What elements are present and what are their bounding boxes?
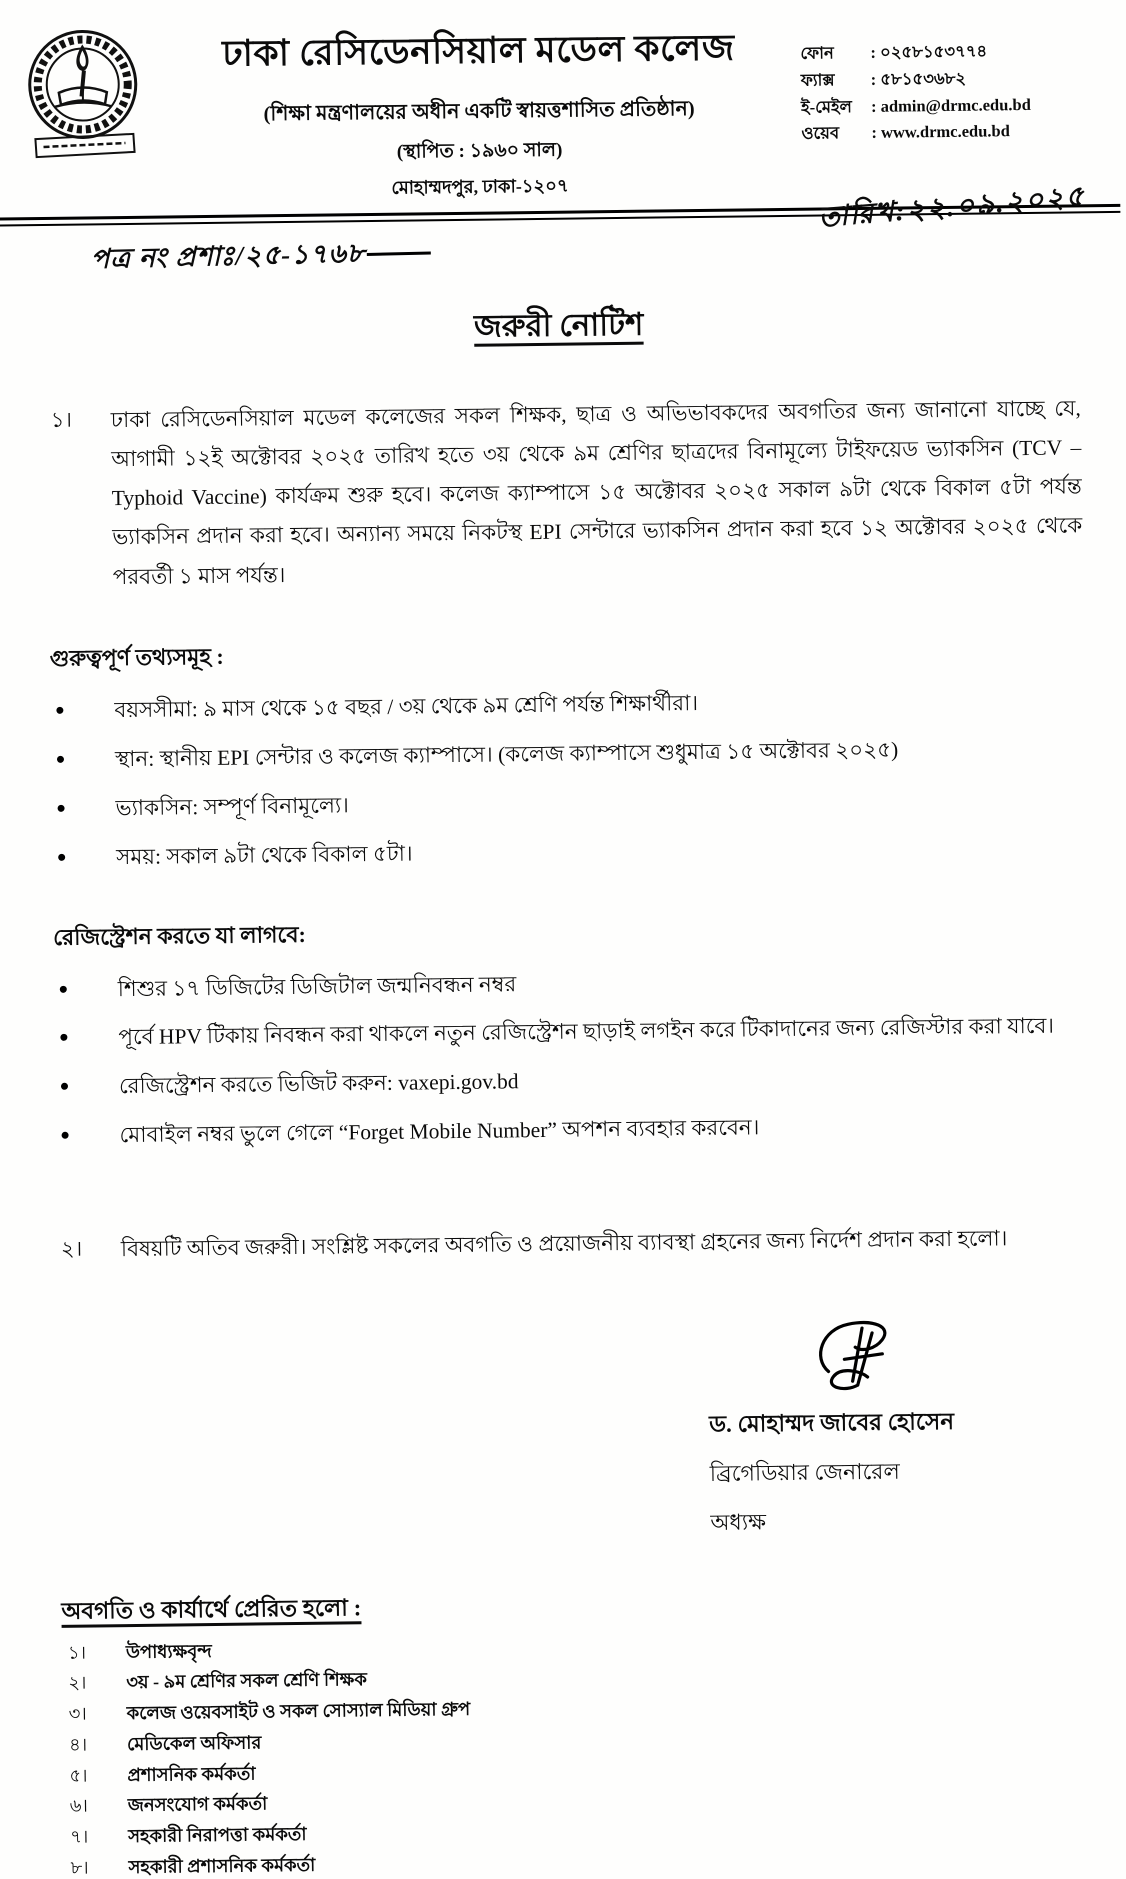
list-item-text: সময়: সকাল ৯টা থেকে বিকাল ৫টা। — [116, 841, 413, 869]
college-name: ঢাকা রেসিডেনসিয়াল মডেল কলেজ — [221, 27, 735, 74]
list-item — [60, 959, 1086, 1009]
row-number: ৫। — [69, 1765, 88, 1786]
row-text: সহকারী নিরাপত্তা কর্মকর্তা — [128, 1824, 307, 1847]
list-item — [57, 778, 1083, 828]
table-row — [68, 1661, 1126, 1694]
fax-value: : ৫৮১৫৩৬৮২ — [870, 68, 967, 89]
table-row — [70, 1846, 1126, 1879]
contact-row-email — [801, 94, 1093, 117]
row-text: মেডিকেল অফিসার — [126, 1732, 262, 1754]
important-info-list — [0, 679, 1126, 877]
list-item-text: পূর্বে HPV টিকায় নিবন্ধন করা থাকলে নতুন রেজিস্ট্রেশন ছাড়াই লগইন করে টিকাদানের জন্য রেজিস্টার করা যাবে। — [118, 1014, 1055, 1050]
bullet-icon — [57, 741, 115, 779]
row-text: ৩য় - ৯ম শ্রেণির সকল শ্রেণি শিক্ষক — [126, 1669, 367, 1693]
letterhead — [0, 0, 1120, 210]
list-item-text: ভ্যাকসিন: সম্পূর্ণ বিনামূল্যে। — [115, 792, 349, 820]
signature-icon — [812, 1316, 899, 1395]
list-item — [56, 680, 1082, 730]
important-info-heading: গুরুত্বপূর্ণ তথ্যসমূহ : — [49, 643, 224, 671]
web-value: : www.drmc.edu.bd — [871, 121, 1010, 143]
row-text: জনসংযোগ কর্মকর্তা — [127, 1793, 268, 1816]
fax-label: ফ্যাক্স — [800, 70, 835, 90]
web-label: ওয়েব — [801, 123, 840, 144]
signatory-rank: ব্রিগেডিয়ার জেনারেল — [709, 1458, 900, 1486]
paragraph-1-number: ১। — [50, 407, 73, 432]
list-item — [57, 729, 1083, 779]
distribution-list — [12, 1630, 1126, 1879]
registration-heading: রেজিস্ট্রেশন করতে যা লাগবে: — [53, 921, 306, 950]
spacer — [6, 1154, 1126, 1208]
paragraph-1 — [51, 389, 1083, 597]
bullet-icon — [61, 1069, 119, 1107]
table-row — [70, 1815, 1126, 1848]
paragraph-1-text: ঢাকা রেসিডেনসিয়াল মডেল কলেজের সকল শিক্ষক, ছাত্র ও অভিভাবকদের অবগতির জন্য জানানো যাচ্ছে যে, আগামী ১২ই অক্টোবর ২০২৫ তারিখ হতে ৩য় থেকে ৯ম শ্রেণির ছাত্রদের বিনামূল্যে টাইফয়েড ভ্যাকসিন (TCV – Typhoid Vaccine) কার্যক্রম শুরু হবে। কলেজ ক্যাম্পাসে ১৫ অক্টোবর ২০২৫ সকাল ৯টা থেকে বিকাল ৫টা পর্যন্ত ভ্যাকসিন প্রদান করা হবে। অন্যান্য সময়ে নিকটস্থ EPI সেন্টারে ভ্যাকসিন প্রদান করা হবে ১২ অক্টোবর ২০২৫ থেকে পরবর্তী ১ মাস পর্যন্ত। — [110, 396, 1083, 589]
paragraph-2-text: বিষয়টি অতিব জরুরী। সংশ্লিষ্ট সকলের অবগতি ও প্রয়োজনীয় ব্যাবস্থা গ্রহনের জন্য নির্দেশ প্রদান করা হলো। — [120, 1226, 1008, 1262]
pen-flourish — [367, 251, 431, 255]
bullet-icon — [56, 692, 114, 730]
table-row — [69, 1723, 1126, 1756]
list-item-text: শিশুর ১৭ ডিজিটের ডিজিটাল জন্মনিবন্ধন নম্বর — [117, 971, 517, 1001]
contact-block — [800, 10, 1094, 151]
row-number: ৩। — [68, 1703, 87, 1724]
table-row — [70, 1784, 1126, 1817]
paragraph-2-number: ২। — [60, 1236, 83, 1262]
reference-number — [90, 231, 431, 284]
letterhead-center — [156, 14, 802, 208]
row-number: ২। — [68, 1672, 87, 1694]
table-row — [69, 1753, 1126, 1786]
handwritten-date: তারিখ:২২.০৯.২০২৫ — [817, 180, 1088, 234]
contact-row-fax — [801, 67, 1093, 90]
phone-label: ফোন — [800, 43, 834, 63]
row-number: ১। — [67, 1642, 87, 1663]
college-established: (স্থাপিত : ১৯৬০ সাল) — [396, 139, 563, 163]
list-item — [58, 827, 1084, 877]
row-number: ৪। — [68, 1734, 88, 1755]
registration-list — [4, 958, 1126, 1156]
row-text: প্রশাসনিক কর্মকর্তা — [127, 1763, 256, 1785]
distribution-heading: অবগতি ও কার্যার্থে প্রেরিত হলো : — [61, 1594, 362, 1624]
contact-row-phone — [800, 40, 1092, 63]
college-seal-logo — [20, 22, 158, 167]
row-text: উপাধ্যক্ষবৃন্দ — [125, 1640, 212, 1662]
bullet-icon — [61, 1118, 119, 1156]
table-row — [68, 1630, 1126, 1663]
bullet-icon — [60, 971, 118, 1009]
list-item-text: স্থান: স্থানীয় EPI সেন্টার ও কলেজ ক্যাম্পাসে। (কলেজ ক্যাম্পাসে শুধুমাত্র ১৫ অক্টোবর ২০২৫) — [114, 737, 899, 771]
handwritten-signature — [812, 1314, 1049, 1400]
paragraph-2 — [61, 1219, 1091, 1271]
row-text: সহকারী প্রশাসনিক কর্মকর্তা — [128, 1854, 316, 1878]
table-row — [69, 1692, 1126, 1725]
reference-number-text: পত্র নং প্রশাঃ/২৫-১৭৬৮ — [90, 237, 366, 275]
email-value: : admin@drmc.edu.bd — [870, 94, 1031, 116]
list-item-text: রেজিস্ট্রেশন করতে ভিজিট করুন: vaxepi.gov.bd — [118, 1069, 519, 1099]
email-label: ই-মেইল — [800, 96, 852, 117]
list-item — [60, 1008, 1086, 1058]
signature-block — [708, 1314, 1051, 1542]
row-number: ৭। — [70, 1826, 89, 1848]
bullet-icon — [57, 790, 115, 828]
college-address: মোহাম্মদপুর, ঢাকা-১২০৭ — [391, 175, 569, 198]
college-subtitle: (শিক্ষা মন্ত্রণালয়ের অধীন একটি স্বায়ত্তশাসিত প্রতিষ্ঠান) — [263, 98, 695, 126]
phone-value: : ০২৫৮১৫৩৭৭৪ — [870, 41, 988, 62]
notice-title: জরুরী নোটিশ — [473, 306, 644, 344]
bullet-icon — [58, 839, 116, 877]
list-item-text: বয়সসীমা: ৯ মাস থেকে ১৫ বছর / ৩য় থেকে ৯ম শ্রেণি পর্যন্ত শিক্ষার্থীরা। — [114, 690, 699, 722]
signatory-designation: অধ্যক্ষ — [710, 1508, 767, 1535]
row-number: ৬। — [69, 1796, 89, 1817]
row-number: ৮। — [70, 1857, 89, 1878]
college-seal-icon — [20, 26, 150, 162]
list-item — [61, 1057, 1087, 1107]
list-item-text: মোবাইল নম্বর ভুলে গেলে “Forget Mobile Number” অপশন ব্যবহার করবেন। — [119, 1115, 760, 1148]
row-text: কলেজ ওয়েবসাইট ও সকল সোস্যাল মিডিয়া গ্রুপ — [126, 1698, 471, 1724]
signatory-name: ড. মোহাম্মদ জাবের হোসেন — [709, 1408, 955, 1437]
list-item — [61, 1106, 1087, 1156]
bullet-icon — [60, 1020, 118, 1058]
contact-row-web — [801, 121, 1093, 144]
